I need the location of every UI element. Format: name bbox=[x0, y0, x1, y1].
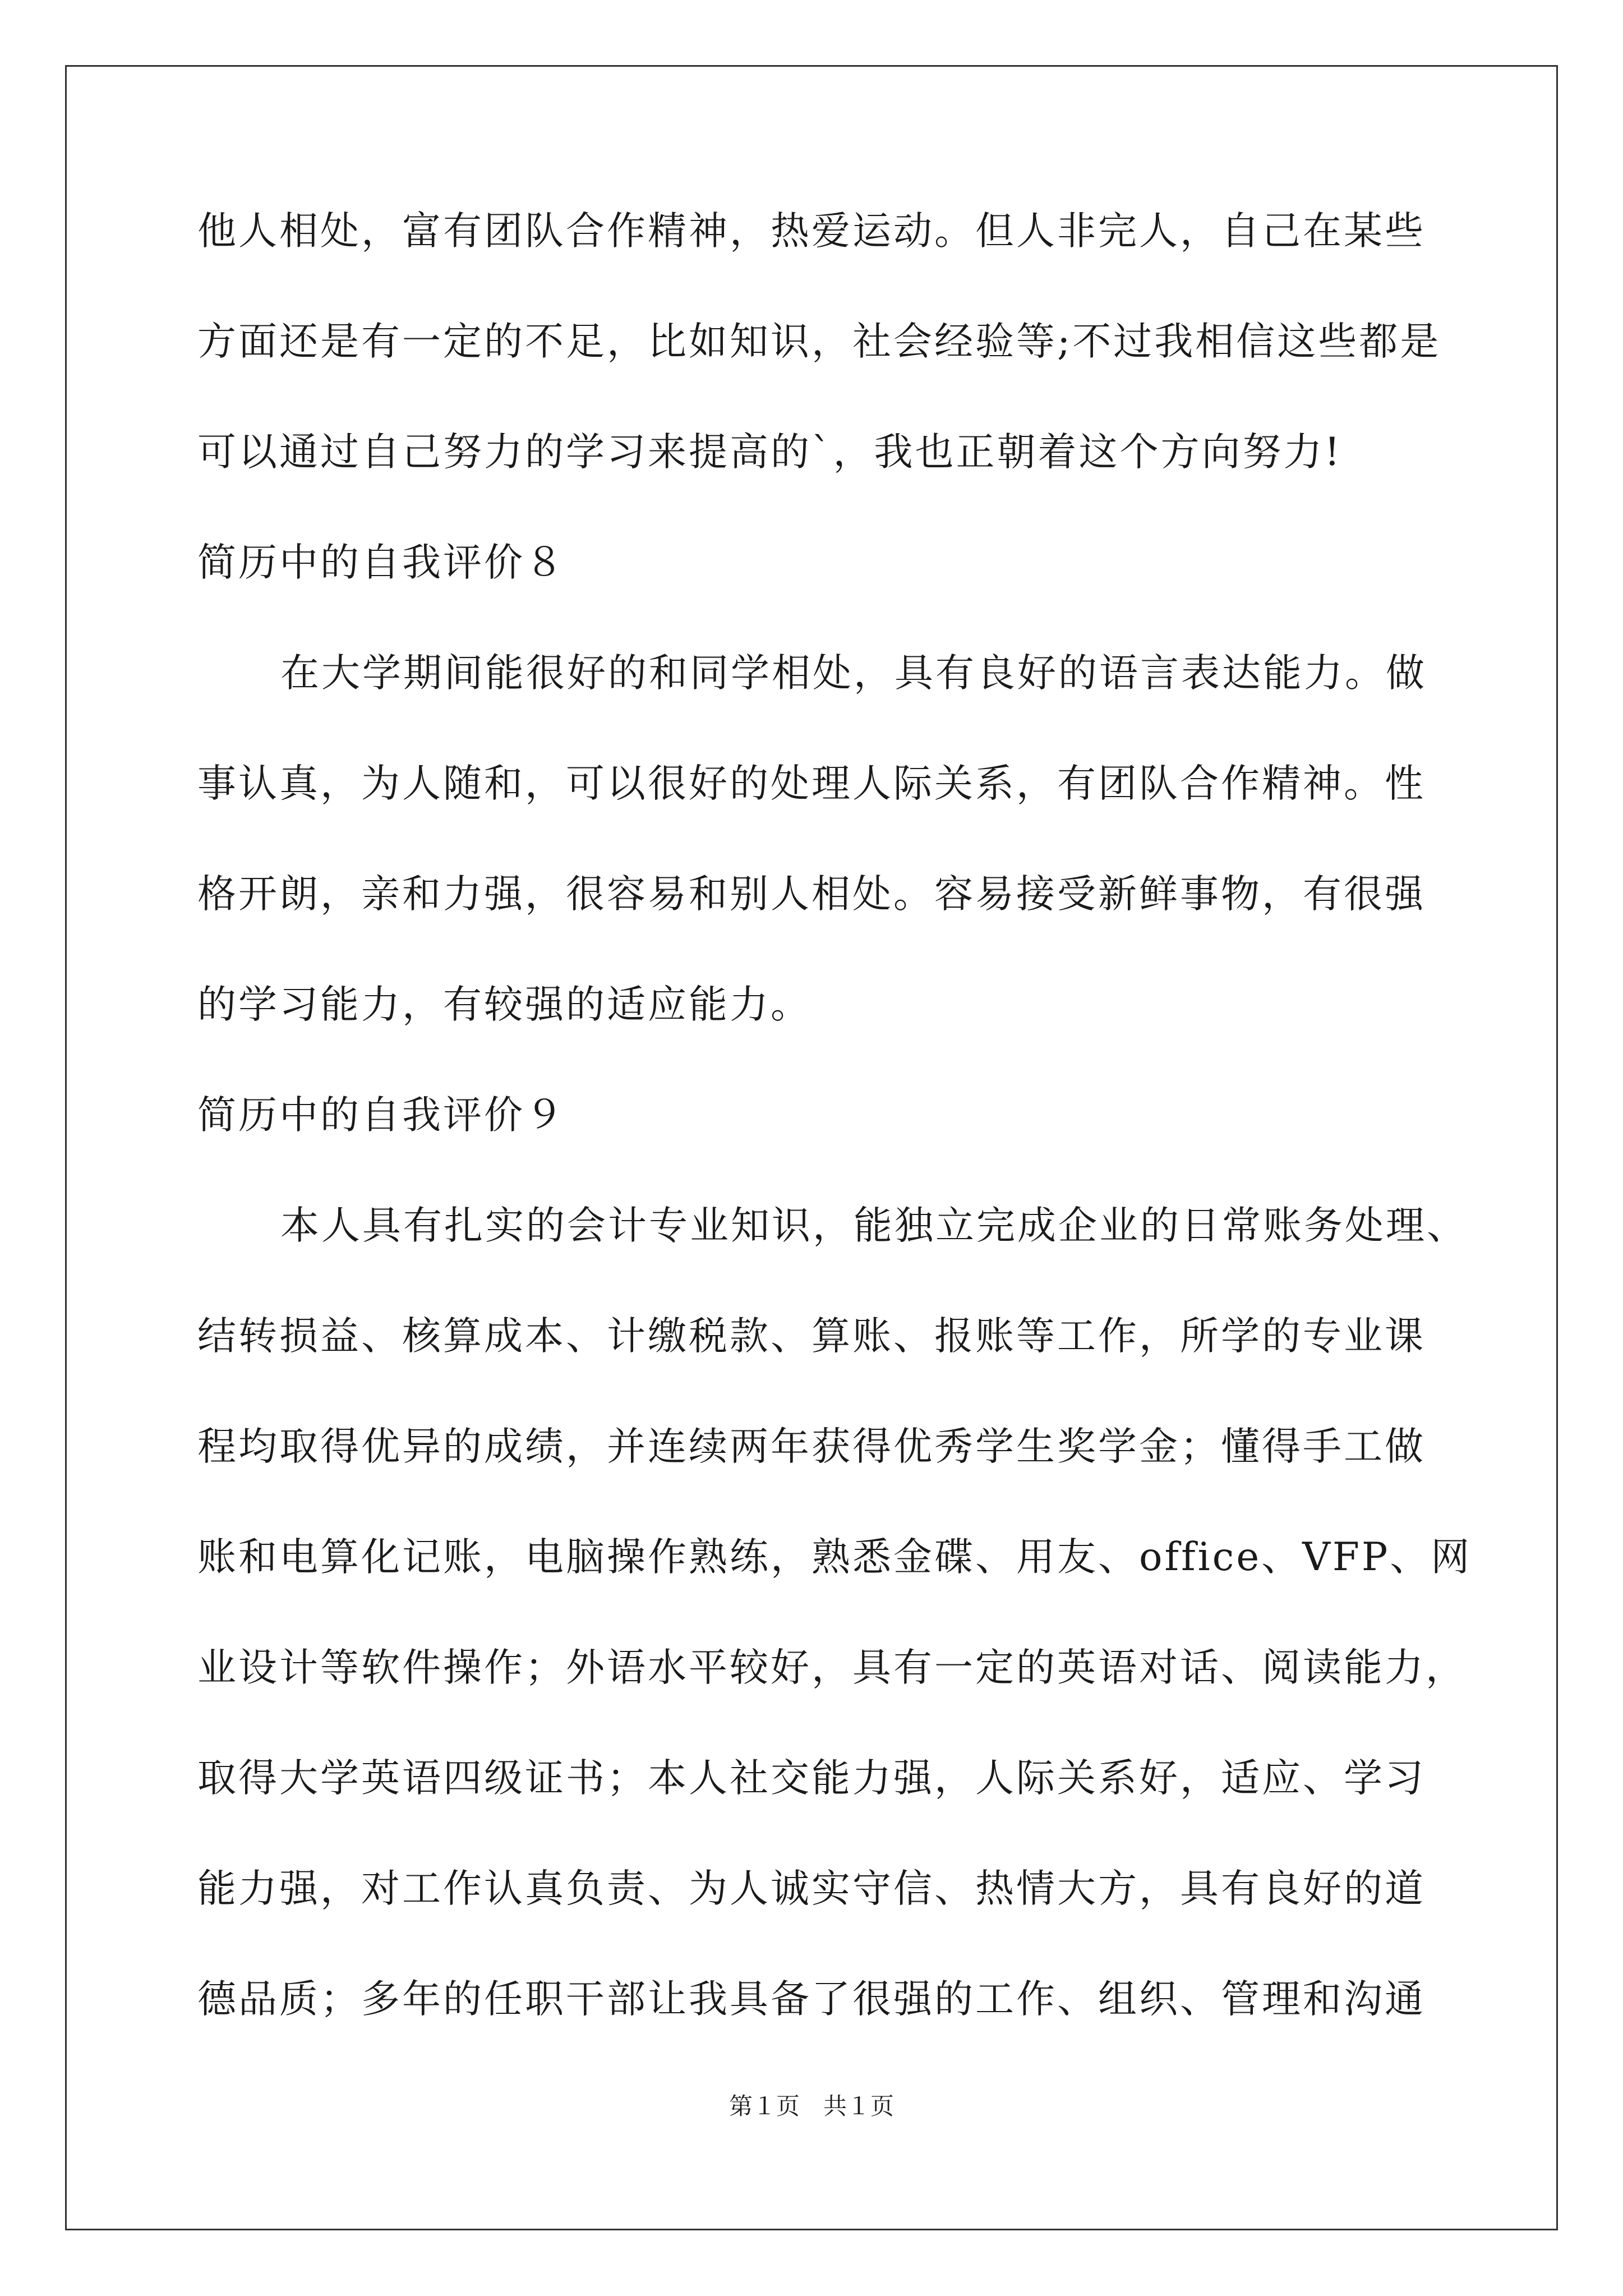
paragraph-line: 格开朗，亲和力强，很容易和别人相处。容易接受新鲜事物，有很强 bbox=[197, 872, 1426, 917]
paragraph-line: 能力强，对工作认真负责、为人诚实守信、热情大方，具有良好的道 bbox=[197, 1866, 1426, 1911]
paragraph-line: 德品质；多年的任职干部让我具备了很强的工作、组织、管理和沟通 bbox=[197, 1977, 1426, 2022]
paragraph-line: 可以通过自己努力的学习来提高的`，我也正朝着这个方向努力! bbox=[197, 430, 1343, 475]
section-heading: 简历中的自我评价９ bbox=[197, 1093, 566, 1138]
page-footer: 第１页 共１页 bbox=[728, 2092, 894, 2120]
paragraph-line: 账和电算化记账，电脑操作熟练，熟悉金碟、用友、office、VFP、网 bbox=[197, 1535, 1472, 1580]
paragraph-line: 结转损益、核算成本、计缴税款、算账、报账等工作，所学的专业课 bbox=[197, 1314, 1426, 1359]
paragraph-line: 业设计等软件操作；外语水平较好，具有一定的英语对话、阅读能力， bbox=[197, 1645, 1467, 1690]
paragraph-line: 取得大学英语四级证书；本人社交能力强，人际关系好，适应、学习 bbox=[197, 1756, 1426, 1801]
paragraph-line: 的学习能力，有较强的适应能力。 bbox=[197, 982, 811, 1027]
paragraph-line: 在大学期间能很好的和同学相处，具有良好的语言表达能力。做 bbox=[280, 651, 1427, 696]
paragraph-line: 事认真，为人随和，可以很好的处理人际关系，有团队合作精神。性 bbox=[197, 761, 1426, 806]
paragraph-line: 本人具有扎实的会计专业知识，能独立完成企业的日常账务处理、 bbox=[280, 1203, 1468, 1248]
paragraph-line: 他人相处，富有团队合作精神，热爱运动。但人非完人，自己在某些 bbox=[197, 209, 1426, 254]
document-body bbox=[197, 209, 1498, 2087]
paragraph-line: 方面还是有一定的不足，比如知识，社会经验等;不过我相信这些都是 bbox=[197, 319, 1441, 364]
paragraph-line: 程均取得优异的成绩，并连续两年获得优秀学生奖学金；懂得手工做 bbox=[197, 1424, 1426, 1469]
section-heading: 简历中的自我评价８ bbox=[197, 540, 566, 585]
